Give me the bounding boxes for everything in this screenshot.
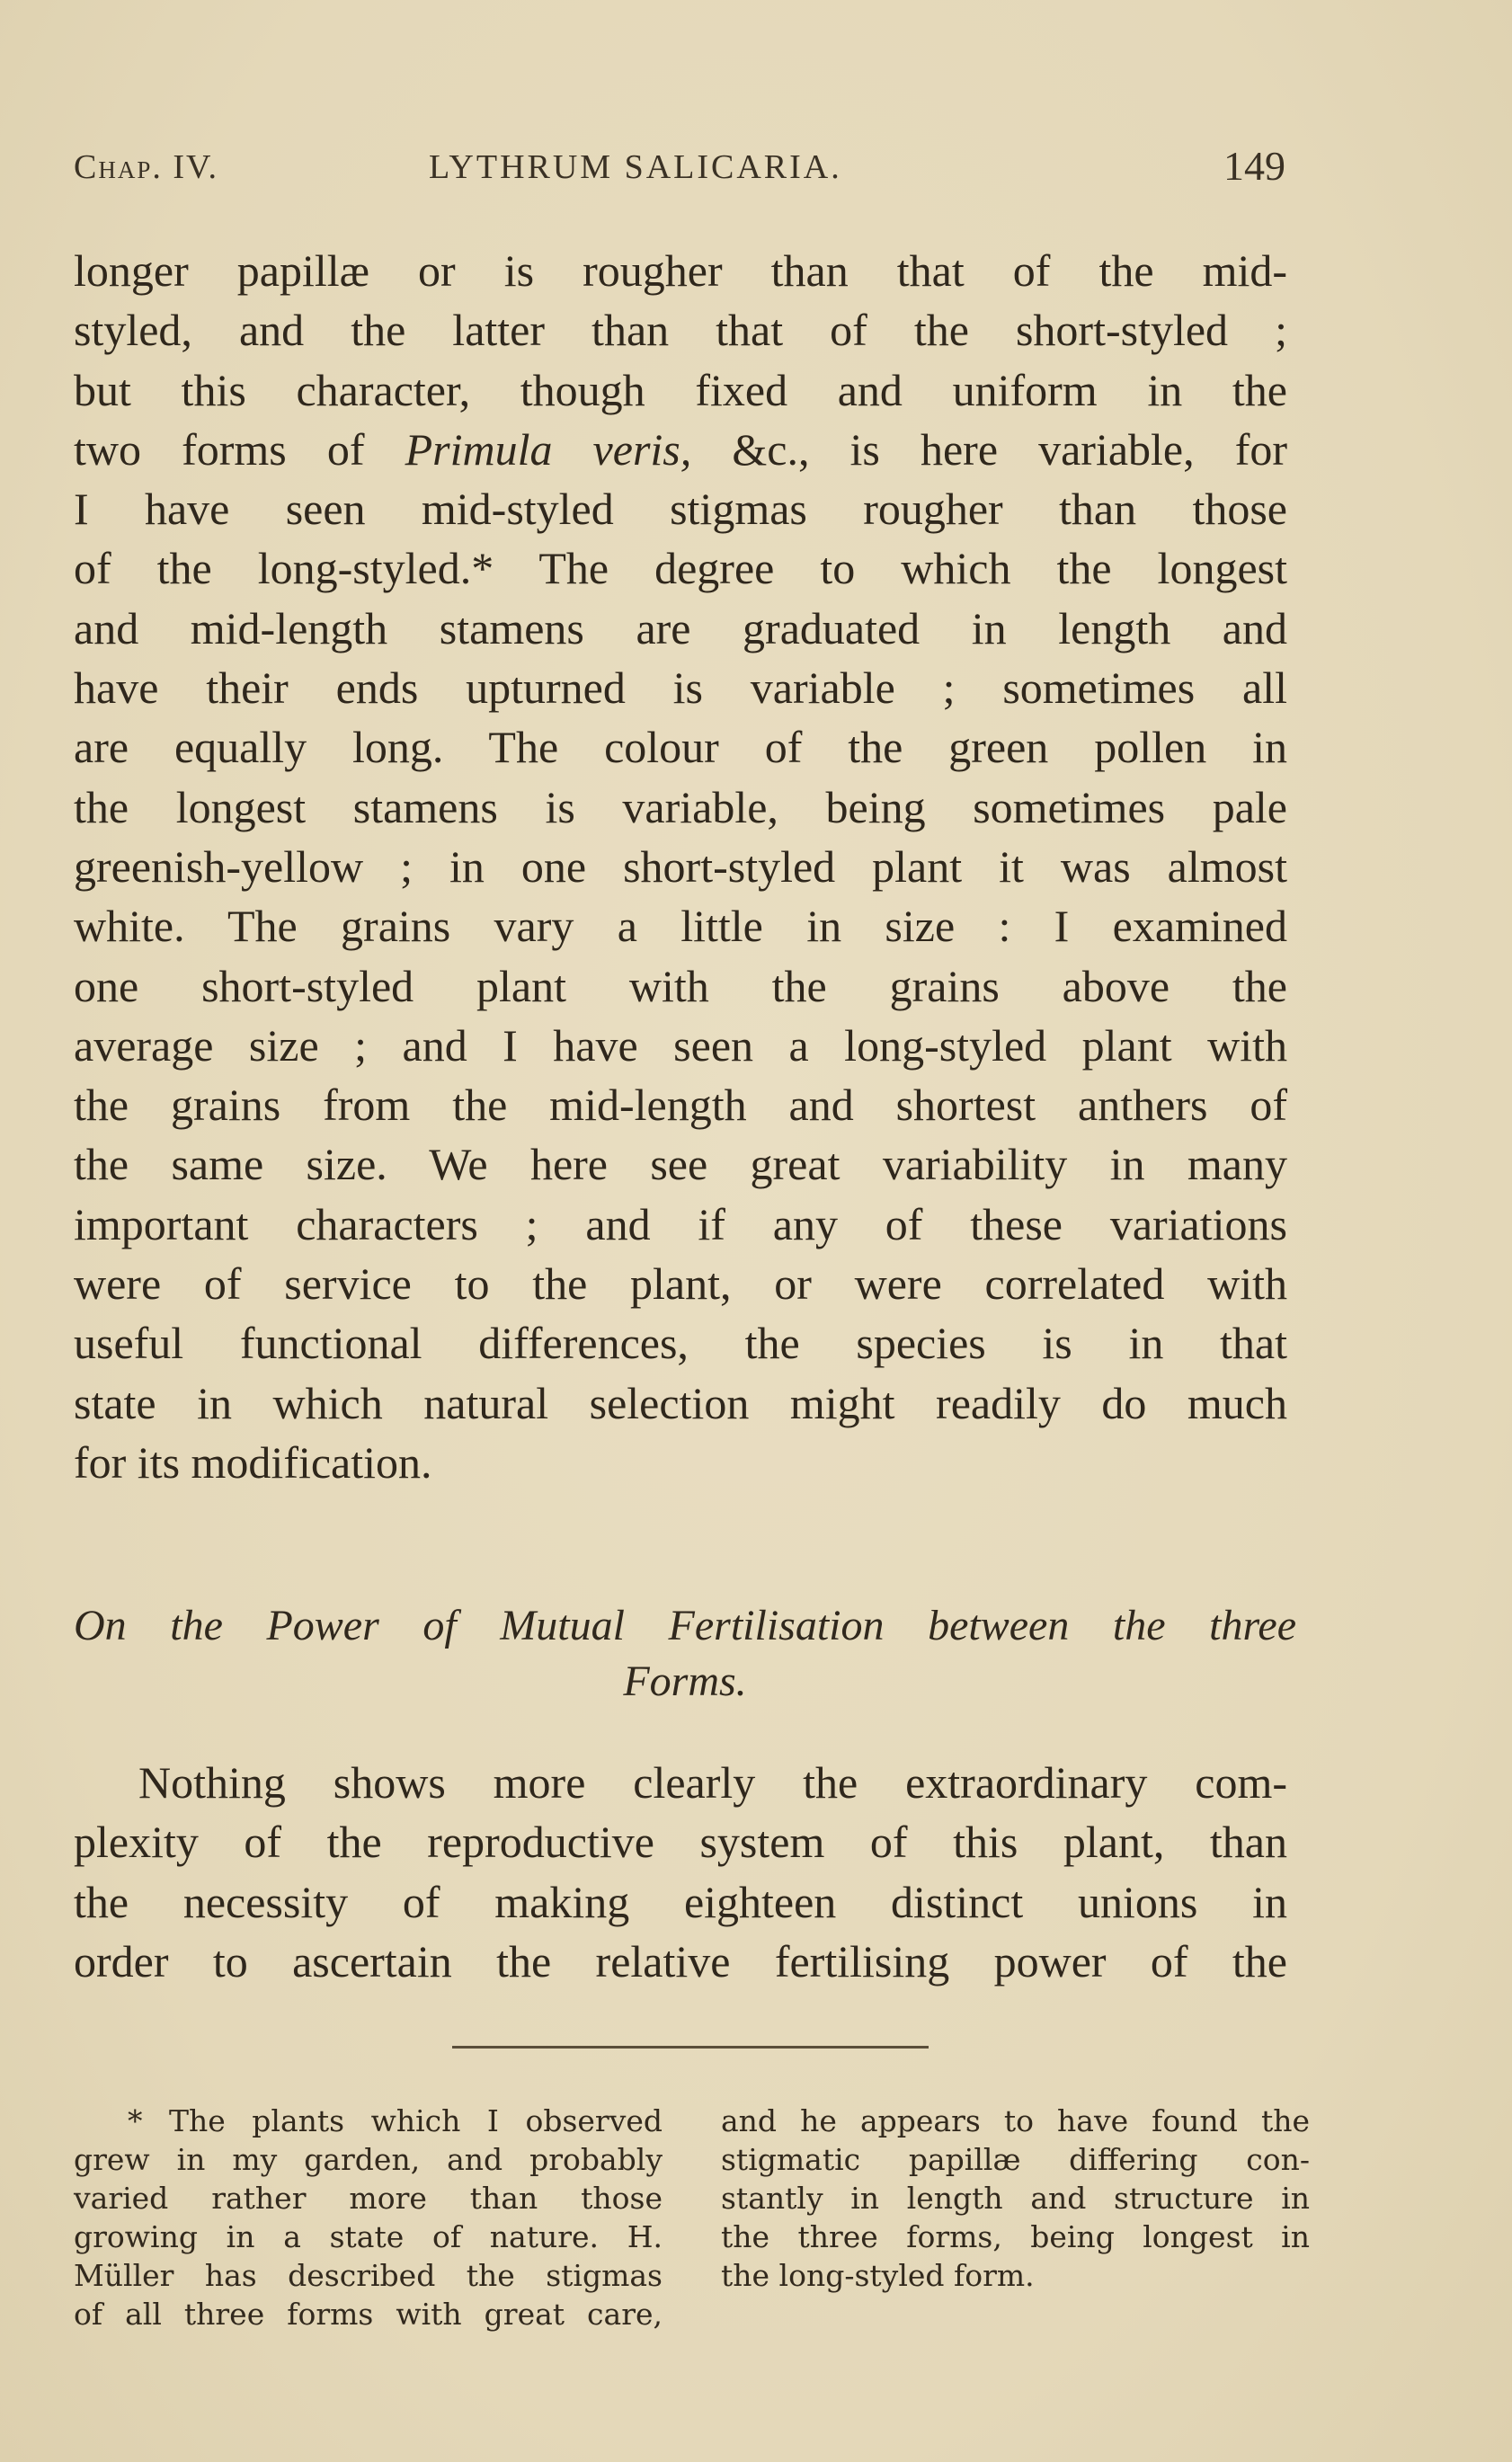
- footnote-line: the three forms, being longest in: [721, 2219, 1310, 2254]
- text-line-footnote-ref: of the long-styled.* The degree to which the longest: [74, 543, 1287, 594]
- text-line: but this character, though fixed and uniform in the: [74, 364, 1287, 415]
- chapter-label: Chap. IV.: [74, 148, 219, 186]
- species-name-italic: Primula veris,: [405, 423, 692, 475]
- footnote-divider: [452, 2046, 929, 2049]
- body-paragraph-1: [74, 241, 1287, 1492]
- footnote-line: stantly in length and structure in: [721, 2181, 1310, 2216]
- footnote-line: stigmatic papillæ differing con-: [721, 2142, 1310, 2177]
- text-line: important characters ; and if any of these variations: [74, 1198, 1287, 1249]
- text-line: longer papillæ or is rougher than that of the mid-: [74, 245, 1287, 296]
- text-line: the longest stamens is variable, being sometimes pale: [74, 781, 1287, 832]
- footnote-line: the long-styled form.: [721, 2258, 1035, 2293]
- section-heading-line: Forms.: [623, 1658, 747, 1705]
- text-line: greenish-yellow ; in one short-styled plant it was almost: [74, 840, 1287, 892]
- text-line: white. The grains vary a little in size : I examined: [74, 901, 1287, 952]
- footnote-line: * The plants which I observed: [128, 2103, 663, 2138]
- text-line: the same size. We here see great variability in many: [74, 1139, 1287, 1190]
- text-line: order to ascertain the relative fertilising power of the: [74, 1935, 1287, 1986]
- text-line: [74, 420, 1287, 479]
- text-line: and mid-length stamens are graduated in length and: [74, 602, 1287, 653]
- body-paragraph-2: [74, 1753, 1287, 1991]
- text-run: two forms of: [74, 423, 405, 475]
- footnote-left-column: [74, 2102, 663, 2333]
- page-number: 149: [1223, 143, 1285, 189]
- text-line: I have seen mid-styled stigmas rougher than those: [74, 484, 1287, 535]
- text-line: were of service to the plant, or were correlated with: [74, 1258, 1287, 1310]
- text-line: styled, and the latter than that of the short-styled ;: [74, 305, 1287, 356]
- text-line: for its modification.: [74, 1436, 432, 1488]
- text-line: Nothing shows more clearly the extraordinary com-: [138, 1757, 1287, 1808]
- footnote-line: growing in a state of nature. H.: [74, 2219, 663, 2254]
- running-title: LYTHRUM SALICARIA.: [429, 148, 842, 186]
- footnote-right-column: [721, 2102, 1310, 2295]
- text-line: are equally long. The colour of the green pollen in: [74, 722, 1287, 773]
- text-line: average size ; and I have seen a long-styled plant with: [74, 1019, 1287, 1071]
- text-line: the grains from the mid-length and shortest anthers of: [74, 1080, 1287, 1131]
- section-heading: [74, 1598, 1296, 1710]
- running-head: [74, 142, 1287, 196]
- section-heading-line: On the Power of Mutual Fertilisation between the three: [74, 1602, 1296, 1649]
- footnote-line: and he appears to have found the: [721, 2103, 1310, 2138]
- text-line: useful functional differences, the species is in that: [74, 1318, 1287, 1369]
- text-line: plexity of the reproductive system of this plant, than: [74, 1817, 1287, 1868]
- footnote-line: varied rather more than those: [74, 2181, 663, 2216]
- footnote-line: grew in my garden, and probably: [74, 2142, 663, 2177]
- text-line: have their ends upturned is variable ; sometimes all: [74, 662, 1287, 714]
- footnote-line: Müller has described the stigmas: [74, 2258, 663, 2293]
- text-line: state in which natural selection might readily do much: [74, 1377, 1287, 1428]
- text-line: the necessity of making eighteen distinct unions in: [74, 1876, 1287, 1927]
- footnote-line: of all three forms with great care,: [74, 2297, 663, 2332]
- text-run: &c., is here variable, for: [691, 423, 1287, 475]
- text-line: one short-styled plant with the grains above the: [74, 960, 1287, 1011]
